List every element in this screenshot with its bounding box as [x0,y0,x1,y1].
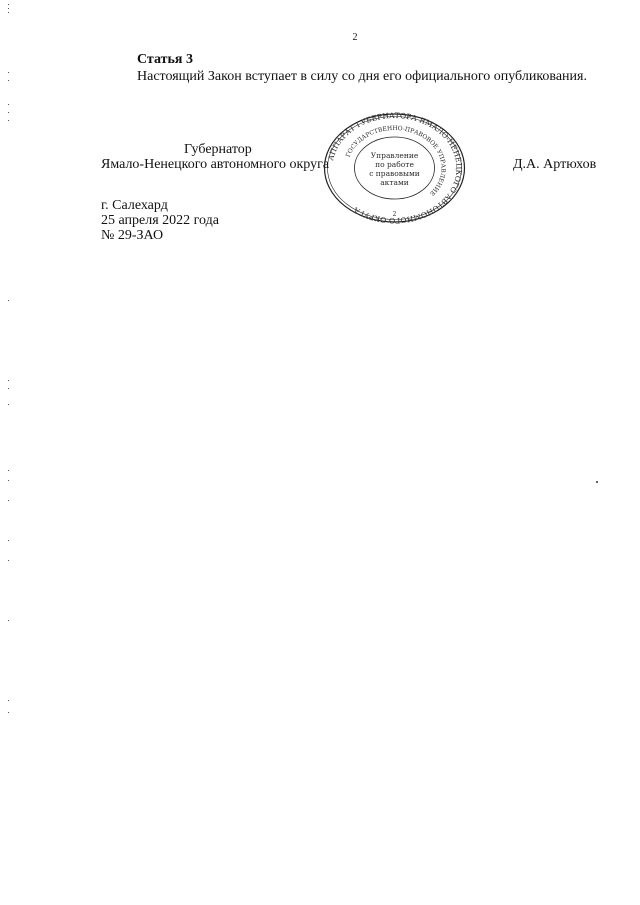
article-text: Настоящий Закон вступает в силу со дня его официального опубликования. [137,69,587,84]
governor-name: Д.А. Артюхов [513,157,597,172]
page-number: 2 [352,32,358,43]
signature-place-date-block [101,198,219,243]
signing-date: 25 апреля 2022 года [101,213,219,228]
seal-number: 2 [392,211,397,218]
official-seal [322,112,467,224]
seal-center-line-3: с правовыми [369,169,420,178]
seal-center-line-4: актами [380,178,409,187]
seal-ring-text: АППАРАТ ГУБЕРНАТОРА ЯМАЛО-НЕНЕЦКОГО АВТОНОМНОГО ОКРУГА [326,110,464,226]
scan-speck [596,481,598,483]
seal-center-line-2: по работе [375,160,414,169]
governor-title: Губернатор [184,142,252,157]
law-number: № 29-ЗАО [101,228,164,243]
seal-center-line-1: Управление [370,151,419,160]
article-title: Статья 3 [137,52,193,67]
seal-inner-ring-text: ГОСУДАРСТВЕННО-ПРАВОВОЕ УПРАВЛЕНИЕ [344,124,447,197]
governor-organization: Ямало-Ненецкого автономного округа [101,157,330,172]
city: г. Салехард [101,198,168,213]
scan-margin-artifacts [8,0,11,905]
